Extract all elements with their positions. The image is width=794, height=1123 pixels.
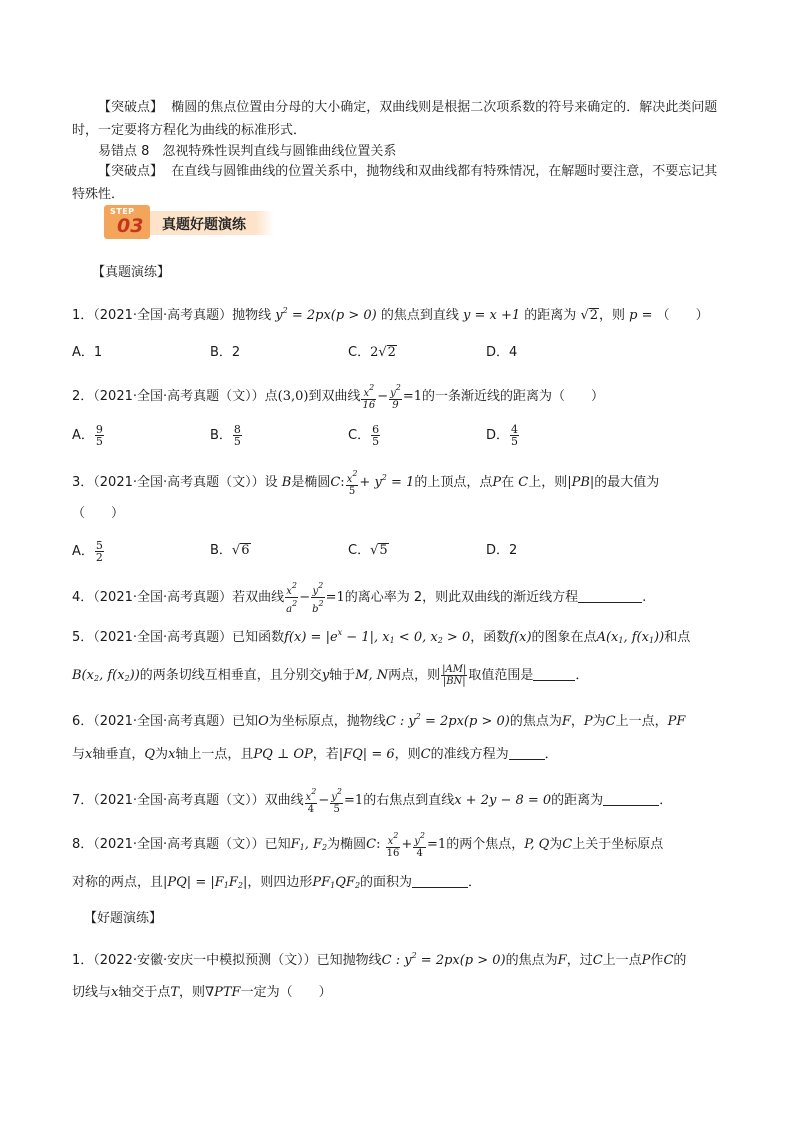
question-7: 7．（2021·全国·高考真题（文））双曲线 $\frac{x^2}{4}$ − $\frac{y^2}{5}$ =1的右焦点到直线x + 2y − 8 = 0的距离为 ．: [72, 787, 673, 815]
question-8: 8．（2021·全国·高考真题（文））已知$F_1$, $F_2$为椭圆C: $\frac{x^2}{16}$ + $\frac{y^2}{4}$ =1的两个焦点，P, Q为C上关于坐标原点: [72, 831, 664, 859]
q1-option-a: A．1: [72, 345, 103, 360]
question-text: ，则: [599, 308, 626, 323]
question-text: 1．（2021·全国·高考真题）抛物线: [72, 308, 272, 323]
question-6-line-2: 与x轴垂直，Q为x轴上一点，且PQ ⊥ OP，若|FQ| = 6，则C的准线方程为 ．: [72, 747, 558, 762]
q3-option-a: A． $\frac{5}{2}$: [72, 539, 103, 564]
answer-blank[interactable]: [578, 602, 642, 603]
question-6: 6．（2021·全国·高考真题）已知O为坐标原点，抛物线C : $y^2 = 2px(p > 0)$的焦点为F，P为C上一点，PF: [72, 712, 686, 729]
question-8-line-2: 对称的两点，且$|PQ| = |F_1F_2|$，则四边形$PF_1QF_2$的面积为 ．: [72, 875, 482, 890]
tip-text: 在直线与圆锥曲线的位置关系中，抛物线和双曲线都有特殊情况，在解题时要注意，不要忘记其特殊性．: [72, 164, 718, 202]
q1-option-b: B．2: [210, 345, 241, 360]
tip-text: 椭圆的焦点位置由分母的大小确定，双曲线则是根据二次项系数的符号来确定的．解决此类问题时，一定要将方程化为曲线的标准形式．: [72, 100, 718, 138]
q2-option-b: B． $\frac{8}{5}$: [210, 423, 241, 448]
question-text: 的距离为: [524, 308, 577, 323]
question-5-line-2: $B(x_2$, $f(x_2)$)的两条切线互相垂直，且分别交y轴于M, N两点，则 $\frac{|AM|}{|BN|}$ 取值范围是 ．: [72, 664, 589, 687]
q1-option-c: C．2√2: [348, 345, 396, 360]
answer-blank[interactable]: [509, 759, 545, 760]
question-3: 3．（2021·全国·高考真题（文））设 B是椭圆C: $\frac{x^2}{5}$ + $y^2 = 1$的上顶点，点P在 C上，则|PB|的最大值为: [72, 469, 660, 497]
answer-paren: （ ）: [656, 308, 709, 323]
q2-option-c: C． $\frac{6}{5}$: [348, 423, 380, 448]
question-text: 的焦点到直线: [380, 308, 459, 323]
tip-paragraph-2: [72, 160, 722, 206]
step-badge: [104, 205, 150, 239]
question-text: 到双曲线: [308, 389, 361, 404]
tip-paragraph-1: [72, 96, 722, 142]
tip-tag: 【突破点】: [98, 100, 164, 115]
question-text: 的一条渐近线的距离为（ ）: [422, 389, 605, 404]
step-title-bar: [150, 211, 274, 235]
q3-paren: （ ）: [72, 506, 125, 521]
q3-option-d: D．2: [486, 543, 518, 558]
math-sqrt2: √2: [580, 308, 599, 323]
math-parabola: $y^2 = 2px(p > 0)$: [275, 306, 377, 323]
step-label: STEP: [110, 207, 135, 216]
math-p: p =: [629, 308, 653, 323]
tip-tag: 【突破点】: [98, 164, 164, 179]
question-2: 2．（2021·全国·高考真题（文））点(3,0)到双曲线 $\frac{x^2}{16}$ − $\frac{y^2}{9}$ =1的一条渐近线的距离为（ ）: [72, 383, 605, 411]
section-title-real-exams: 【真题演练】: [92, 265, 171, 280]
question-4: 4．（2021·全国·高考真题）若双曲线 $\frac{x^2}{a^2}$ − $\frac{y^2}{b^2}$ =1的离心率为 2，则此双曲线的渐近线方程 .: [72, 581, 647, 615]
q1-option-d: D．4: [486, 345, 518, 360]
answer-blank[interactable]: [412, 887, 468, 888]
error-point-8: 易错点 8 忽视特殊性误判直线与圆锥曲线位置关系: [98, 144, 397, 159]
step-number: 03: [117, 215, 144, 237]
step-banner: [104, 205, 276, 239]
question-1: [72, 300, 722, 327]
good-question-1: 1．（2022·安徽·安庆一中模拟预测（文））已知抛物线C : $y^2 = 2px(p > 0)$的焦点为F，过C上一点P作C的: [72, 951, 687, 968]
question-text: 2．（2021·全国·高考真题（文））点: [72, 389, 278, 404]
q2-option-d: D． $\frac{4}{5}$: [486, 423, 519, 448]
good-question-1-line-2: 切线与x轴交于点T，则∇PTF一定为（ ）: [72, 985, 332, 1000]
step-title: 真题好题演练: [162, 217, 246, 233]
q3-option-b: B．√6: [210, 543, 250, 558]
math-point: (3,0): [277, 389, 309, 404]
answer-blank[interactable]: [533, 680, 575, 681]
section-title-good-problems: 【好题演练】: [84, 911, 163, 926]
question-5: 5．（2021·全国·高考真题）已知函数$f(x) = |e^x - 1|$, $x_1 < 0$, $x_2 > 0$，函数f(x)的图象在点$A(x_1$, $f(x_1)$)和点: [72, 628, 691, 645]
answer-blank[interactable]: [603, 805, 659, 806]
q3-option-c: C．√5: [348, 543, 388, 558]
q2-option-a: A． $\frac{9}{5}$: [72, 423, 103, 448]
math-line: y = x +1: [463, 308, 521, 323]
